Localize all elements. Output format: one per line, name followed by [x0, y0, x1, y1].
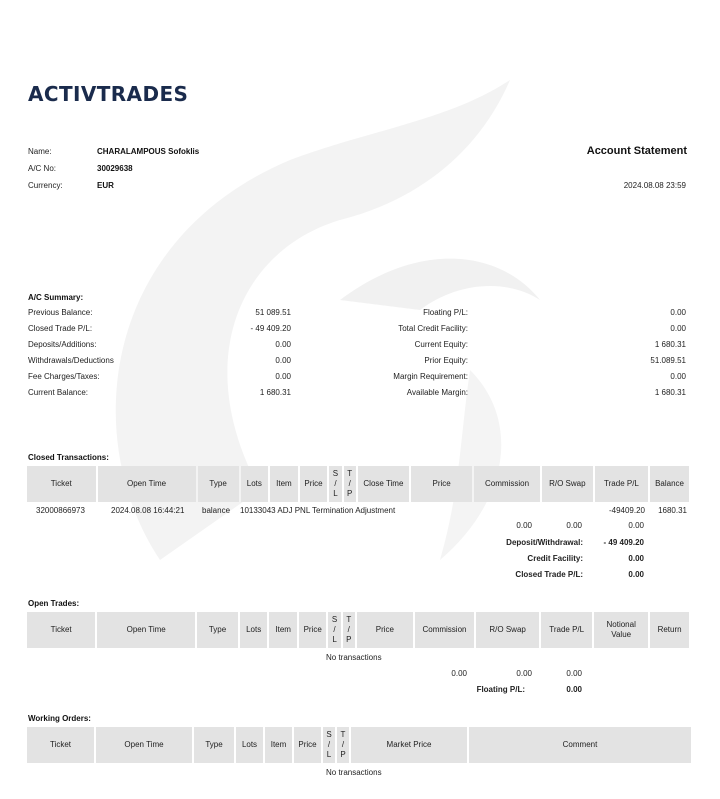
activtrades-logo: ACTIVTRADES [28, 82, 189, 106]
col-take-profit: T / P [337, 727, 349, 763]
col-take-profit: T / P [343, 612, 355, 648]
currency-value: EUR [97, 181, 114, 190]
statement-title: Account Statement [586, 145, 687, 157]
col-item: Item [269, 612, 297, 648]
closed-row-ticket: 32000866973 [36, 506, 85, 515]
summary-fees-label: Fee Charges/Taxes: [28, 372, 100, 381]
closed-total-commission: 0.00 [516, 521, 532, 530]
col-lots: Lots [240, 612, 268, 648]
col-swap: R/O Swap [476, 612, 539, 648]
summary-current-balance-value: 1 680.31 [259, 388, 291, 397]
summary-margin-requirement-value: 0.00 [670, 372, 686, 381]
col-market-price: Market Price [351, 727, 467, 763]
statement-date: 2024.08.08 23:59 [623, 181, 686, 190]
col-price: Price [299, 612, 327, 648]
summary-previous-balance-value: 51 089.51 [255, 308, 291, 317]
watermark-logo [40, 40, 640, 600]
summary-prior-equity-label: Prior Equity: [424, 356, 468, 365]
working-orders-title: Working Orders: [28, 714, 91, 723]
floating-pl-label: Floating P/L: [476, 685, 525, 694]
open-total-commission: 0.00 [451, 669, 467, 678]
col-open-time: Open Time [98, 466, 196, 502]
closed-row-balance: 1680.31 [658, 506, 687, 515]
working-orders-empty: No transactions [326, 768, 382, 777]
closed-trade-pl-label: Closed Trade P/L: [515, 570, 583, 579]
closed-total-pl: 0.00 [628, 521, 644, 530]
summary-deposits-value: 0.00 [275, 340, 291, 349]
col-trade-pl: Trade P/L [541, 612, 592, 648]
col-swap: R/O Swap [542, 466, 593, 502]
working-orders-header [25, 727, 693, 763]
summary-available-margin-label: Available Margin: [406, 388, 468, 397]
summary-current-balance-label: Current Balance: [28, 388, 89, 397]
account-label: A/C No: [28, 164, 57, 173]
closed-row-open-time: 2024.08.08 16:44:21 [111, 506, 185, 515]
currency-label: Currency: [28, 181, 63, 190]
account-value: 30029638 [97, 164, 133, 173]
open-total-pl: 0.00 [566, 669, 582, 678]
col-ticket: Ticket [27, 466, 96, 502]
open-trades-header [25, 612, 691, 648]
col-type: Type [198, 466, 239, 502]
col-commission: Commission [415, 612, 474, 648]
open-total-swap: 0.00 [516, 669, 532, 678]
col-market-price: Price [357, 612, 413, 648]
col-item: Item [270, 466, 298, 502]
col-type: Type [197, 612, 238, 648]
summary-previous-balance-label: Previous Balance: [28, 308, 93, 317]
summary-fees-value: 0.00 [275, 372, 291, 381]
col-stop-loss: S / L [328, 612, 340, 648]
col-item: Item [265, 727, 292, 763]
col-stop-loss: S / L [329, 466, 341, 502]
summary-floating-pl-value: 0.00 [670, 308, 686, 317]
col-balance: Balance [650, 466, 689, 502]
closed-transactions-title: Closed Transactions: [28, 453, 109, 462]
summary-credit-facility-label: Total Credit Facility: [398, 324, 468, 333]
col-open-time: Open Time [97, 612, 195, 648]
col-price: Price [300, 466, 328, 502]
summary-available-margin-value: 1 680.31 [654, 388, 686, 397]
col-commission: Commission [474, 466, 539, 502]
summary-prior-equity-value: 51.089.51 [650, 356, 686, 365]
col-stop-loss: S / L [323, 727, 335, 763]
col-price: Price [294, 727, 321, 763]
summary-withdrawals-label: Withdrawals/Deductions [28, 356, 114, 365]
col-take-profit: T / P [344, 466, 356, 502]
col-close-price: Price [411, 466, 472, 502]
col-ticket: Ticket [27, 727, 94, 763]
summary-current-equity-label: Current Equity: [414, 340, 468, 349]
summary-closed-pl-label: Closed Trade P/L: [28, 324, 93, 333]
name-value: CHARALAMPOUS Sofoklis [97, 147, 200, 156]
open-trades-empty: No transactions [326, 653, 382, 662]
closed-row-trade-pl: -49409.20 [608, 506, 645, 515]
col-notional-value: Notional Value [594, 612, 648, 648]
closed-row-comment: 10133043 ADJ PNL Termination Adjustment [240, 506, 396, 515]
summary-current-equity-value: 1 680.31 [654, 340, 686, 349]
col-type: Type [194, 727, 234, 763]
closed-row-type: balance [202, 506, 231, 515]
col-return: Return [650, 612, 689, 648]
col-close-time: Close Time [358, 466, 409, 502]
col-lots: Lots [241, 466, 269, 502]
col-comment: Comment [469, 727, 691, 763]
name-label: Name: [28, 147, 52, 156]
col-open-time: Open Time [96, 727, 192, 763]
col-ticket: Ticket [27, 612, 95, 648]
closed-total-swap: 0.00 [566, 521, 582, 530]
credit-facility-label: Credit Facility: [527, 554, 583, 563]
floating-pl-value: 0.00 [566, 685, 582, 694]
deposit-withdrawal-value: - 49 409.20 [603, 538, 644, 547]
summary-margin-requirement-label: Margin Requirement: [393, 372, 468, 381]
closed-transactions-header [25, 466, 691, 502]
summary-floating-pl-label: Floating P/L: [423, 308, 468, 317]
closed-trade-pl-value: 0.00 [628, 570, 644, 579]
col-lots: Lots [236, 727, 263, 763]
summary-withdrawals-value: 0.00 [275, 356, 291, 365]
summary-closed-pl-value: - 49 409.20 [250, 324, 291, 333]
credit-facility-value: 0.00 [628, 554, 644, 563]
deposit-withdrawal-label: Deposit/Withdrawal: [506, 538, 583, 547]
col-trade-pl: Trade P/L [595, 466, 648, 502]
summary-credit-facility-value: 0.00 [670, 324, 686, 333]
open-trades-title: Open Trades: [28, 599, 80, 608]
summary-deposits-label: Deposits/Additions: [28, 340, 97, 349]
summary-title: A/C Summary: [28, 293, 84, 302]
